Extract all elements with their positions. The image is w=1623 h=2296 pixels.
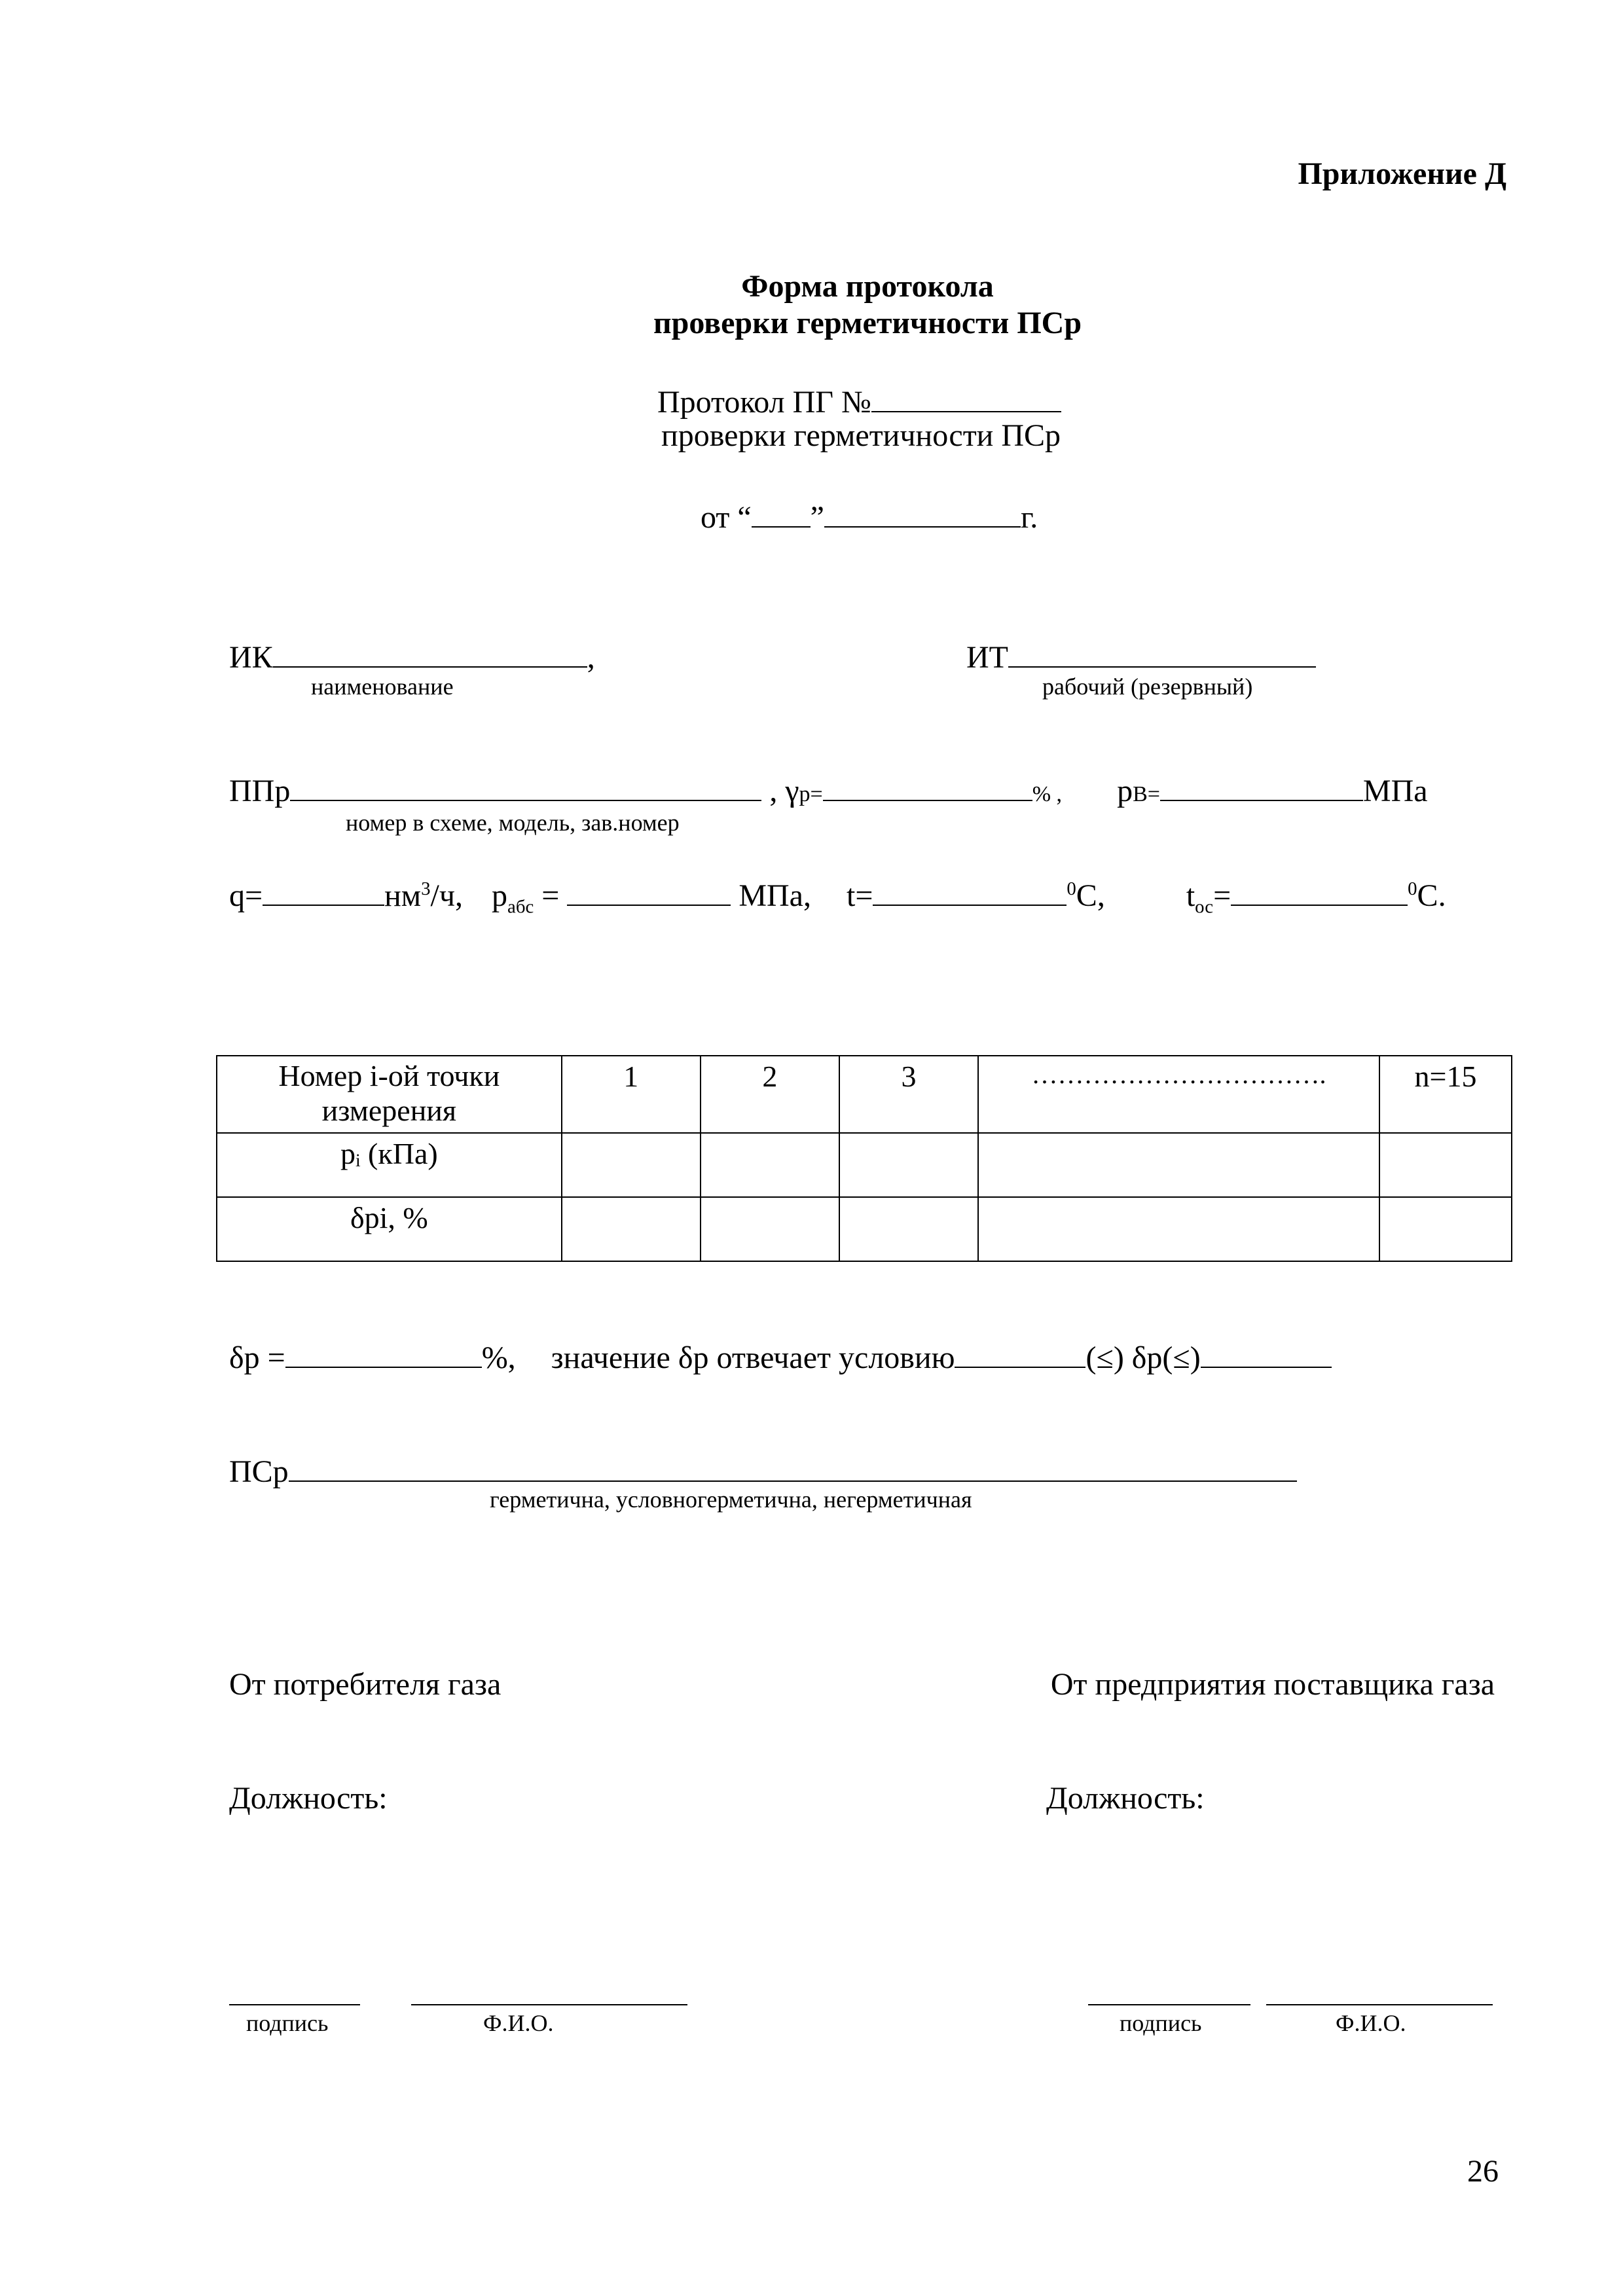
- it-label: ИТ: [966, 640, 1008, 675]
- gamma-comma: ,: [769, 774, 778, 808]
- q-field[interactable]: [263, 873, 384, 906]
- t-field[interactable]: [873, 873, 1067, 906]
- pabs-unit: МПа,: [739, 878, 811, 913]
- toc-eq: =: [1213, 878, 1231, 913]
- right-from: От предприятия поставщика газа: [1050, 1667, 1495, 1702]
- form-heading-line1: Форма протокола: [741, 269, 994, 304]
- gamma-unit: % ,: [1032, 782, 1063, 806]
- psr-field[interactable]: [289, 1449, 1297, 1482]
- ppr-caption: номер в схеме, модель, зав.номер: [346, 810, 680, 836]
- left-name-caption: Ф.И.О.: [483, 2010, 554, 2036]
- pb-symbol: р: [1117, 774, 1133, 808]
- table-col-header: 2: [701, 1056, 839, 1133]
- protocol-subtitle: проверки герметичности ПСр: [661, 418, 1061, 453]
- ik-field[interactable]: [273, 635, 587, 668]
- table-row: [217, 1197, 1512, 1261]
- pabs-eq: =: [541, 878, 560, 913]
- dp-field[interactable]: [285, 1335, 482, 1368]
- table-cell[interactable]: [978, 1197, 1379, 1261]
- table-cell[interactable]: [839, 1197, 978, 1261]
- t-label: t=: [846, 878, 873, 913]
- table-cell[interactable]: [1379, 1133, 1512, 1197]
- ik-label: ИК: [229, 640, 273, 675]
- table-cell[interactable]: [562, 1197, 701, 1261]
- condition-lower-field[interactable]: [955, 1335, 1085, 1368]
- protocol-number-field[interactable]: [871, 380, 1061, 412]
- dp-line: [229, 1335, 1332, 1376]
- left-signature-line[interactable]: [229, 2004, 360, 2005]
- toc-sup: 0: [1408, 878, 1417, 899]
- table-col-header: …………………………….: [978, 1056, 1379, 1133]
- ik-caption: наименование: [311, 673, 454, 700]
- ik-comma: ,: [587, 640, 595, 675]
- measurement-table: [216, 1055, 1512, 1262]
- q-unit-sup: 3: [421, 878, 431, 899]
- gamma-field[interactable]: [823, 776, 1032, 801]
- appendix-label: Приложение Д: [1298, 156, 1506, 191]
- dp-unit: %,: [481, 1340, 516, 1375]
- table-row-label: pᵢ (кПа): [217, 1133, 562, 1197]
- q-unit-post: /ч,: [430, 878, 464, 913]
- right-signature-line[interactable]: [1088, 2004, 1250, 2005]
- toc-symbol: t: [1186, 878, 1195, 913]
- left-name-line[interactable]: [411, 2004, 687, 2005]
- table-cell[interactable]: [978, 1133, 1379, 1197]
- protocol-title: [657, 380, 1061, 420]
- it-caption: рабочий (резервный): [1042, 673, 1253, 700]
- t-unit: С,: [1076, 878, 1105, 913]
- t-sup: 0: [1067, 878, 1076, 899]
- right-name-line[interactable]: [1266, 2004, 1493, 2005]
- right-position: Должность:: [1046, 1781, 1205, 1816]
- pb-unit: МПа: [1362, 774, 1428, 808]
- table-cell[interactable]: [701, 1197, 839, 1261]
- condition-mid: (≤) δр(≤): [1085, 1340, 1201, 1375]
- date-day-field[interactable]: [752, 495, 811, 528]
- table-col-header: n=15: [1379, 1056, 1512, 1133]
- table-header-row: [217, 1056, 1512, 1133]
- right-name-caption: Ф.И.О.: [1336, 2010, 1406, 2036]
- page-number: 26: [1467, 2154, 1499, 2189]
- psr-line: [229, 1449, 1297, 1490]
- measurement-params-line: [229, 873, 1446, 918]
- table-col-header: 1: [562, 1056, 701, 1133]
- ppr-line: [229, 768, 1428, 809]
- q-unit: нм: [384, 878, 422, 913]
- left-position: Должность:: [229, 1781, 388, 1816]
- table-cell[interactable]: [701, 1133, 839, 1197]
- protocol-title-prefix: Протокол ПГ №: [657, 385, 871, 420]
- ppr-field[interactable]: [290, 768, 761, 801]
- table-cell[interactable]: [1379, 1197, 1512, 1261]
- dp-label: δр =: [229, 1340, 285, 1375]
- pb-field[interactable]: [1160, 776, 1363, 801]
- q-label: q=: [229, 878, 263, 913]
- form-heading-line2: проверки герметичности ПСр: [653, 306, 1082, 340]
- protocol-date: [701, 495, 1038, 535]
- toc-field[interactable]: [1231, 873, 1408, 906]
- ppr-label: ППр: [229, 774, 291, 808]
- gamma-sub: р=: [799, 782, 823, 806]
- pabs-symbol: р: [492, 878, 508, 913]
- date-suffix: г.: [1020, 500, 1038, 535]
- toc-unit: С.: [1417, 878, 1446, 913]
- pabs-sub: абс: [507, 896, 534, 918]
- pb-sub: В=: [1133, 782, 1160, 806]
- left-sign-caption: подпись: [246, 2010, 329, 2036]
- table-row-label: δpi, %: [217, 1197, 562, 1261]
- table-row: [217, 1133, 1512, 1197]
- right-sign-caption: подпись: [1120, 2010, 1202, 2036]
- table-cell[interactable]: [839, 1133, 978, 1197]
- table-cell[interactable]: [562, 1133, 701, 1197]
- date-mid: ”: [810, 500, 824, 535]
- table-col-header: 3: [839, 1056, 978, 1133]
- gamma-symbol: γ: [785, 774, 799, 808]
- table-header-label: Номер i-ой точки измерения: [217, 1056, 562, 1133]
- condition-upper-field[interactable]: [1201, 1335, 1332, 1368]
- toc-sub: ос: [1195, 896, 1214, 918]
- date-month-year-field[interactable]: [824, 495, 1021, 528]
- condition-text: значение δр отвечает условию: [551, 1340, 955, 1375]
- ik-line: [229, 635, 595, 675]
- it-line: [966, 635, 1316, 675]
- pabs-field[interactable]: [567, 873, 731, 906]
- left-from: От потребителя газа: [229, 1667, 501, 1702]
- date-prefix: от “: [701, 500, 752, 535]
- psr-label: ПСр: [229, 1454, 289, 1489]
- it-field[interactable]: [1008, 635, 1316, 668]
- psr-caption: герметична, условногерметична, негерметичная: [490, 1486, 972, 1513]
